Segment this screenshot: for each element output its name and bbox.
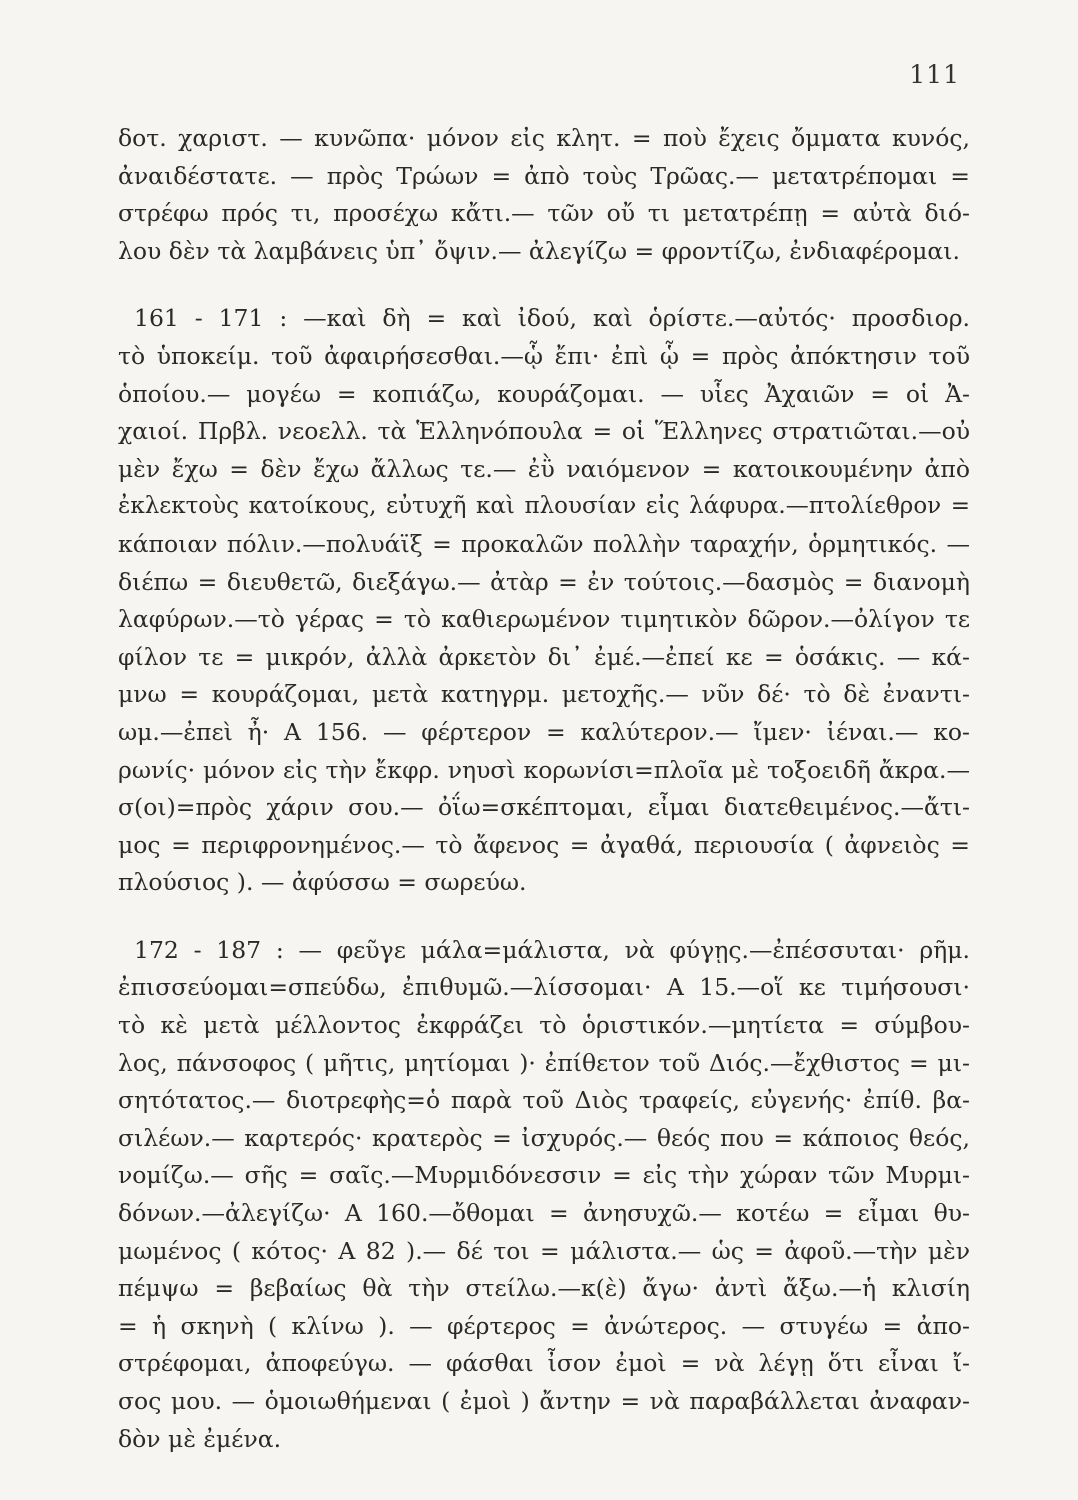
text-line: = ἡ σκηνὴ ( κλίνω ). — φέρτερος = ἀνώτερος. — στυγέω = ἀπο- bbox=[118, 1311, 970, 1340]
text-line: σος μου. — ὁμοιωθήμεναι ( ἐμοὶ ) ἄντην = νὰ παραβάλλεται ἀναφαν- bbox=[118, 1387, 970, 1415]
text-line: σητότατος.— διοτρεφὴς=ὁ παρὰ τοῦ Διὸς τραφείς, εὐγενής· ἐπίθ. βα- bbox=[118, 1086, 970, 1115]
text-line: ρωνίς· μόνον εἰς τὴν ἔκφρ. νηυσὶ κορωνίσι=πλοῖα μὲ τοξοειδῆ ἄκρα.— bbox=[118, 755, 970, 784]
text-line: πλούσιος ). — ἀφύσσω = σωρεύω. bbox=[118, 868, 527, 897]
text-line: κάποιαν πόλιν.—πολυάϊξ = προκαλῶν πολλὴν ταραχήν, ὁρμητικός. — bbox=[118, 529, 970, 558]
text-line: μος = περιφρονημένος.— τὸ ἄφενος = ἀγαθά, περιουσία ( ἀφνειὸς = bbox=[118, 830, 970, 859]
text-line: δόνων.—ἀλεγίζω· Α 160.—ὄθομαι = ἀνησυχῶ.— κοτέω = εἶμαι θυ- bbox=[118, 1199, 970, 1228]
paragraph-2 bbox=[118, 300, 970, 902]
text-line: ὁποίου.— μογέω = κοπιάζω, κουράζομαι. — υἷες Ἀχαιῶν = οἱ Ἀ- bbox=[118, 379, 970, 408]
paragraph-gap bbox=[118, 902, 970, 932]
text-line: ωμ.—ἐπεὶ ἦ· Α 156. — φέρτερον = καλύτερον.— ἴμεν· ἰέναι.— κο- bbox=[118, 717, 970, 746]
text-line: 172 - 187 : — φεῦγε μάλα=μάλιστα, νὰ φύγῃς.—ἐπέσσυται· ρῆμ. bbox=[134, 935, 970, 964]
text-line: λου δὲν τὰ λαμβάνεις ὑπ᾽ ὄψιν.— ἀλεγίζω = φροντίζω, ἐνδιαφέρομαι. bbox=[118, 236, 960, 265]
text-line: λος, πάνσοφος ( μῆτις, μητίομαι )· ἐπίθετον τοῦ Διός.—ἔχθιστος = μι- bbox=[118, 1048, 970, 1077]
paragraph-gap bbox=[118, 270, 970, 300]
text-line: τὸ ὑποκείμ. τοῦ ἀφαιρήσεσθαι.—ᾧ ἔπι· ἐπὶ ᾧ = πρὸς ἀπόκτησιν τοῦ bbox=[118, 341, 970, 370]
text-line: μωμένος ( κότος· Α 82 ).— δέ τοι = μάλιστα.— ὡς = ἀφοῦ.—τὴν μὲν bbox=[118, 1236, 970, 1265]
text-line: χαιοί. Πρβλ. νεοελλ. τὰ Ἑλληνόπουλα = οἱ Ἕλληνες στρατιῶται.—οὐ bbox=[118, 417, 970, 446]
text-line: πέμψω = βεβαίως θὰ τὴν στείλω.—κ(ὲ) ἄγω· ἀντὶ ἄξω.—ἡ κλισίη bbox=[118, 1274, 970, 1303]
text-line: τὸ κὲ μετὰ μέλλοντος ἐκφράζει τὸ ὁριστικόν.—μητίετα = σύμβου- bbox=[118, 1011, 970, 1040]
text-line: διέπω = διευθετῶ, διεξάγω.— ἀτὰρ = ἐν τούτοις.—δασμὸς = διανομὴ bbox=[118, 567, 970, 596]
paragraph-3 bbox=[118, 932, 970, 1458]
text-line: νομίζω.— σῆς = σαῖς.—Μυρμιδόνεσσιν = εἰς τὴν χώραν τῶν Μυρμι- bbox=[118, 1161, 970, 1190]
text-line: ἐπισσεύομαι=σπεύδω, ἐπιθυμῶ.—λίσσομαι· Α 15.—οἵ κε τιμήσουσι· bbox=[118, 973, 970, 1002]
text-line: σιλέων.— καρτερός· κρατερὸς = ἰσχυρός.— θεός που = κάποιος θεός, bbox=[118, 1123, 970, 1152]
text-line: δοτ. χαριστ. — κυνῶπα· μόνον εἰς κλητ. = ποὺ ἔχεις ὄμματα κυνός, bbox=[118, 124, 970, 152]
text-line: στρέφομαι, ἀποφεύγω. — φάσθαι ἶσον ἐμοὶ = νὰ λέγῃ ὅτι εἶναι ἴ- bbox=[118, 1349, 970, 1378]
commentary-text bbox=[118, 120, 970, 1458]
text-line: λαφύρων.—τὸ γέρας = τὸ καθιερωμένον τιμητικὸν δῶρον.—ὀλίγον τε bbox=[118, 605, 970, 634]
text-line: σ(οι)=πρὸς χάριν σου.— ὀΐω=σκέπτομαι, εἶμαι διατεθειμένος.—ἄτι- bbox=[118, 793, 970, 822]
text-line: ἐκλεκτοὺς κατοίκους, εὐτυχῆ καὶ πλουσίαν εἰς λάφυρα.—πτολίεθρον = bbox=[118, 493, 970, 520]
text-line: μὲν ἔχω = δὲν ἔχω ἄλλως τε.— ἐῢ ναιόμενον = κατοικουμένην ἀπὸ bbox=[118, 454, 970, 483]
text-line: στρέφω πρός τι, προσέχω κἄτι.— τῶν οὔ τι μετατρέπῃ = αὐτὰ διό- bbox=[118, 199, 970, 228]
text-line: δὸν μὲ ἐμένα. bbox=[118, 1424, 282, 1453]
text-line: φίλον τε = μικρόν, ἀλλὰ ἀρκετὸν δι᾽ ἐμέ.—ἐπεί κε = ὁσάκις. — κά- bbox=[118, 642, 970, 671]
paragraph-1 bbox=[118, 120, 970, 270]
text-line: μνω = κουράζομαι, μετὰ κατηγρμ. μετοχῆς.— νῦν δέ· τὸ δὲ ἐναντι- bbox=[118, 680, 970, 709]
page-number: 111 bbox=[909, 60, 960, 89]
text-line: 161 - 171 : —καὶ δὴ = καὶ ἰδού, καὶ ὁρίστε.—αὐτός· προσδιορ. bbox=[134, 304, 970, 333]
text-line: ἀναιδέστατε. — πρὸς Τρώων = ἀπὸ τοὺς Τρῶας.— μετατρέπομαι = bbox=[118, 161, 970, 190]
